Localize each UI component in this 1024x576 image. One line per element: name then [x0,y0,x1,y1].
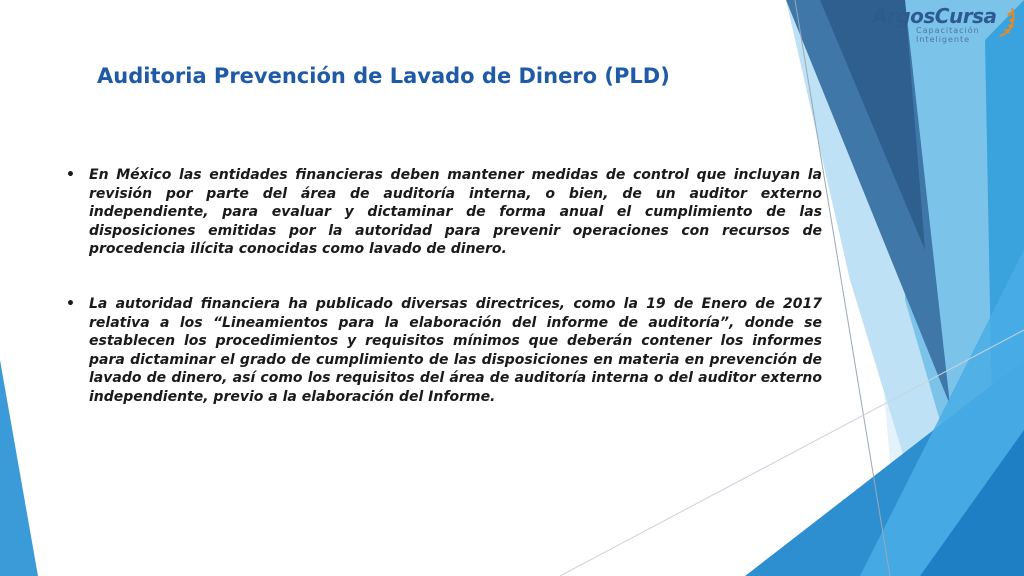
bullet-marker: • [66,167,75,183]
bullet-text: En México las entidades financieras deben mantener medidas de control que incluyan la revisión por parte del área de auditoría interna, o bien, de un auditor externo independiente, para evaluar y dictaminar de forma anual el cumplimiento de las disposiciones emitidas por la autoridad para prevenir operaciones con recursos de procedencia ilícita conocidas como lavado de dinero. [89,167,822,258]
logo-tagline-line-1: Capacitación [916,26,980,35]
logo-tagline [916,26,980,44]
bullet-list [66,166,822,443]
bullet-text: La autoridad financiera ha publicado diversas directrices, como la 19 de Enero de 2017 relativa a los “Lineamientos para la elaboración del informe de auditoría”, donde se establecen los procedimientos y requisitos mínimos que deberán contener los informes para dictaminar el grado de cumplimiento de las disposiciones en materia en prevención de lavado de dinero, así como los requisitos del área de auditoría interna o del auditor externo independiente, previo a la elaboración del Informe. [89,295,822,405]
left-edge-shape [0,360,38,576]
logo-tagline-line-2: Inteligente [916,35,971,44]
laurel-icon [996,6,1018,40]
logo-name: ArgosCursa [872,4,997,28]
bullet-item [66,295,822,407]
argoscursa-logo [872,4,1020,44]
slide-title: Auditoria Prevención de Lavado de Dinero (PLD) [97,64,670,88]
bullet-marker: • [66,295,75,312]
bullet-item [66,166,822,259]
